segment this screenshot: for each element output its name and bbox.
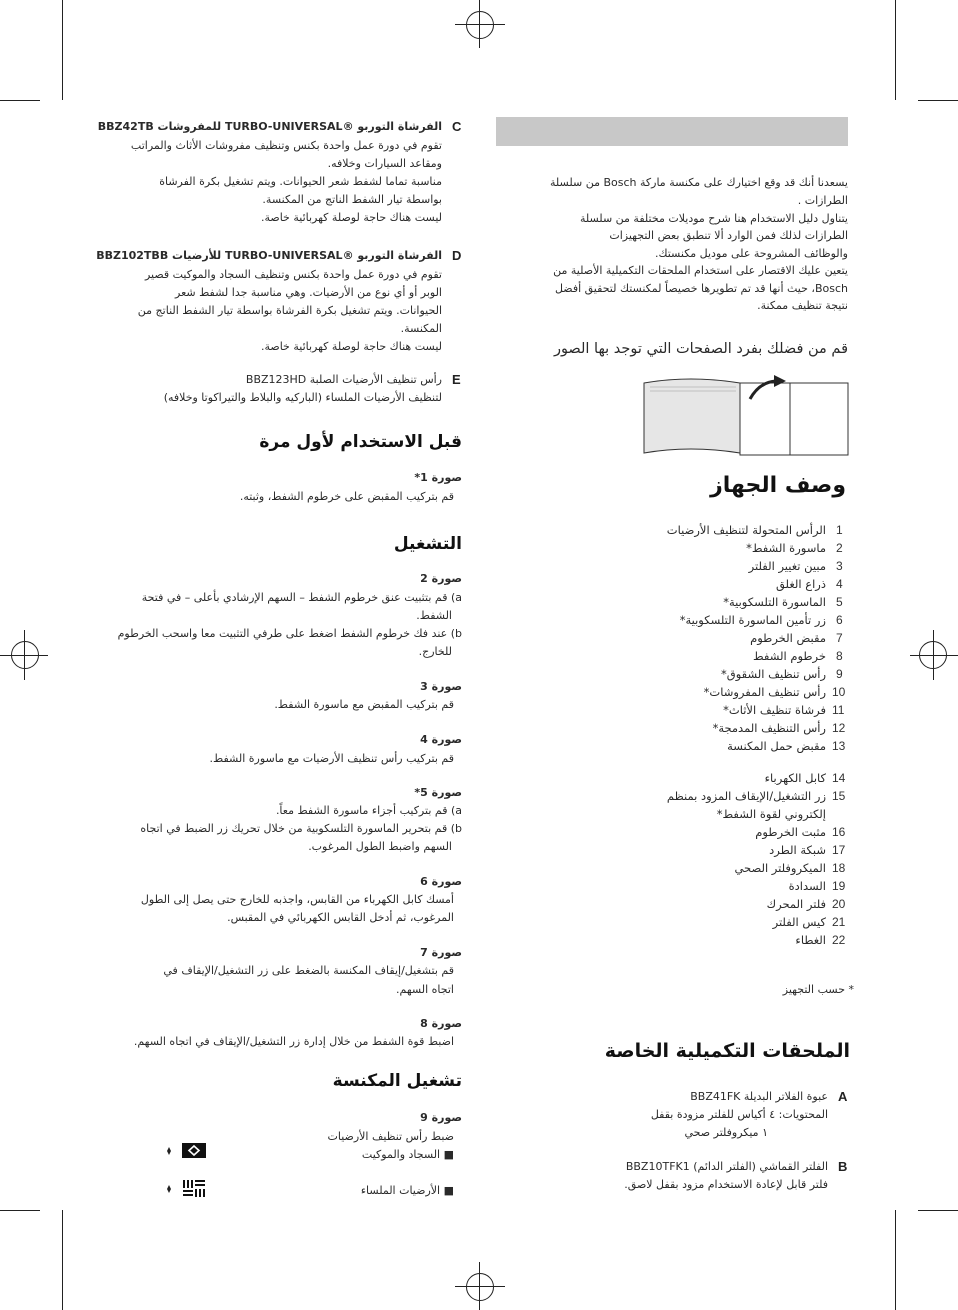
part-number: 14 [832,771,846,785]
part-label: رأس تنظيف الشقوق* [721,667,826,681]
text-line: لتنظيف الأرضيات الملساء (الباركيه والبلاط والتيراكوتا وخلافه) [163,391,442,404]
text-line: يتناول دليل الاستخدام هنا شرح موديلات مختلفة من سلسلة [579,212,848,225]
figure-label: صورة 3 [420,680,462,693]
text-line: فلتر قابل لإعادة الاستخدام مزود بقفل لاصق. [624,1178,828,1191]
part-label: خرطوم الشفط [752,649,826,663]
text-line: ليست هناك حاجة لوصلة كهربائية خاصة. [260,211,442,224]
part-number: 16 [832,825,846,839]
part-number: 12 [832,721,846,735]
text-line: b) عند فك خرطوم الشفط اضغط على طرفي التثبيت معا واسحب الخرطوم [117,627,462,640]
unfold-note: قم من فضلك بفرد الصفحات التي توجد بها الصور [553,341,848,357]
device-description-heading: وصف الجهاز [710,473,846,498]
part-label: الرأس المتحولة لتنظيف الأرضيات [666,523,826,537]
figure-label: صورة 6 [420,875,462,888]
text-line: ومقاعد السيارات وخلافه. [327,157,442,170]
text-line: مناسبة تماما لشفط شعر الحيوانات. ويتم تشغيل بكرة الفرشاة [159,175,442,188]
special-accessories-heading: الملحقات التكميلية الخاصة [604,1040,850,1062]
part-label: إلكتروني لقوة الشفط* [716,807,826,821]
figure-label: صورة 9 [420,1111,462,1124]
part-label: مقبض حمل المكنسة [727,739,826,753]
text-line: b) قم بتحرير الماسورة التلسكوبية من خلال تحريك زر الضبط في اتجاه [140,822,462,835]
part-number: 9 [836,667,843,681]
text-line: ١ ميكروفلتر صحي [684,1126,768,1139]
part-number: 22 [832,933,846,947]
text-line: يتعين عليك الاقتصار على استخدام الملحقات التكميلية الأصلية من [553,264,848,277]
part-label: زر تأمين الماسورة التلسكوبية* [679,613,826,627]
part-label: ذراع الغلق [775,577,826,591]
part-number: 20 [832,897,846,911]
operation-heading: التشغيل [393,534,462,554]
hard-floor-setting-icon [165,1178,207,1200]
part-label: السدادة [788,879,826,893]
text-line: السهم واضبط الطول المرغوب. [308,840,452,853]
part-number: 4 [836,577,843,591]
text-line: تقوم في دورة عمل واحدة بكنس وتنظيف مفروشات الأثاث والمراتب [130,139,442,152]
text-line: ضبط رأس تنظيف الأرضيات [327,1130,454,1143]
part-label: شبكة الطرد [769,843,826,857]
part-number: 5 [836,595,843,609]
vacuum-operation-heading: تشغيل المكنسة [332,1071,462,1091]
part-number: 18 [832,861,846,875]
figure-label: صورة 7 [420,946,462,959]
part-number: 15 [832,789,846,803]
unfolded-pages-illustration [640,375,852,457]
accessory-letter: C [452,119,462,134]
text-line: نتيجة تنظيف ممكنة. [757,299,848,312]
accessory-title: عبوة الفلاتر البديلة BBZ41FK [690,1090,828,1103]
accessory-letter: D [452,248,462,263]
text-line: الوبر أو أي نوع من الأرضيات. وهي مناسبة جدا لشفط شعر [175,286,442,299]
part-label: رأس تنظيف المفروشات* [703,685,826,699]
part-label: مثبت الخرطوم [755,825,826,839]
text-line: يسعدنا أنك قد وقع اختيارك على مكنسة ماركة Bosch من سلسلة [550,176,848,189]
before-first-use-heading: قبل الاستخدام لأول مرة [259,432,462,452]
accessory-letter: E [452,372,461,387]
part-number: 3 [836,559,843,573]
text-line: قم بتركيب المقبض على خرطوم الشفط، وثبته. [239,490,454,503]
part-label: الماسورة التلسكوبية* [723,595,826,609]
accessory-letter: A [838,1089,848,1104]
text-line: ■ السجاد والموكيت [361,1148,454,1161]
accessory-letter: B [838,1159,848,1174]
text-line: أمسك كابل الكهرباء من القابس، واجذبه للخارج حتى يصل إلى الطول [140,893,454,906]
section-header-bar [496,117,848,146]
part-number: 10 [832,685,846,699]
text-line: الحيوانات. ويتم تشغيل بكرة الفرشاة بواسطة تيار الشفط الناتج من [137,304,442,317]
text-line: a) قم بتثبيت عنق خرطوم الشفط – السهم الإرشادي بأعلى – في فتحة [141,591,462,604]
text-line: المكنسة. [400,322,442,335]
part-number: 11 [832,703,845,717]
part-number: 7 [836,631,843,645]
part-number: 2 [836,541,843,555]
text-line: الشفط. [416,609,452,622]
part-number: 8 [836,649,843,663]
accessory-title: الفرشاة التوربو ®TURBO-UNIVERSAL للأرضيات BBZ102TBB [96,249,442,262]
text-line: قم بتركيب المقبض مع ماسورة الشفط. [274,698,454,711]
part-label: كابل الكهرباء [764,771,826,785]
text-line: الطرازات لذلك فمن الوارد ألا تنطبق بعض التجهيزات [609,229,848,242]
part-number: 13 [832,739,846,753]
accessory-title: الفلتر القماشي (الفلتر الدائم) BBZ10TFK1 [625,1160,828,1173]
text-line: تقوم في دورة عمل واحدة بكنس وتنظيف السجاد والموكيت قصير [144,268,442,281]
part-number: 1 [836,523,843,537]
figure-label: صورة 8 [420,1017,462,1030]
text-line: a) قم بتركيب أجزاء ماسورة الشفط معاً. [275,804,462,817]
part-label: فرشاة تنظيف الأثاث* [723,703,826,717]
part-label: الميكروفلتر الصحي [734,861,826,875]
part-number: 19 [832,879,846,893]
text-line: اضبط قوة الشفط من خلال إدارة زر التشغيل/الإيقاف في اتجاه السهم. [133,1035,454,1048]
text-line: بواسطة تيار الشفط الناتج من المكنسة. [262,193,442,206]
part-label: الغطاء [795,933,826,947]
text-line: المرغوب، ثم أدخل القابس الكهربائي في المقبس. [227,911,454,924]
text-line: الطرازات . [797,194,848,207]
part-number: 17 [832,843,846,857]
part-label: مقبض الخرطوم [750,631,826,645]
part-label: مبين تغيير الفلتر [748,559,826,573]
text-line: ■ الأرضيات الملساء [360,1184,454,1197]
footnote: * حسب التجهيز [782,983,854,996]
text-line: اتجاه السهم. [396,983,454,996]
figure-label: صورة 4 [420,733,462,746]
text-line: Bosch، حيث أنها قد تم تطويرها خصيصاً لمكنستك لتحقيق أفضل [554,282,848,295]
text-line: المحتويات: ٤ أكياس للفلتر مزودة بقفل [650,1108,828,1121]
accessory-title: الفرشاة التوربو ®TURBO-UNIVERSAL للمفروشات BBZ42TB [97,120,442,133]
part-label: زر التشغيل/الإيقاف المزود بمنظم [666,789,826,803]
accessory-title: رأس تنظيف الأرضيات الصلبة BBZ123HD [245,373,442,386]
part-label: كيس الفلتر [772,915,826,929]
text-line: قم بتشغيل/إيقاف المكنسة بالضغط على زر التشغيل/الإيقاف في [163,964,454,977]
text-line: والوظائف المشروحة على موديل مكنستك. [654,247,848,260]
figure-label: صورة 1* [414,471,462,484]
figure-label: صورة 2 [420,572,462,585]
text-line: للخارج. [418,645,452,658]
part-number: 21 [832,915,846,929]
part-number: 6 [836,613,843,627]
figure-label: صورة 5* [414,786,462,799]
part-label: ماسورة الشفط* [746,541,826,555]
part-label: رأس التنظيف المدمجة* [712,721,826,735]
text-line: ليست هناك حاجة لوصلة كهربائية خاصة. [260,340,442,353]
part-label: فلتر المحرك [766,897,826,911]
text-line: قم بتركيب رأس تنظيف الأرضيات مع ماسورة الشفط. [209,752,454,765]
carpet-setting-icon [165,1141,207,1161]
